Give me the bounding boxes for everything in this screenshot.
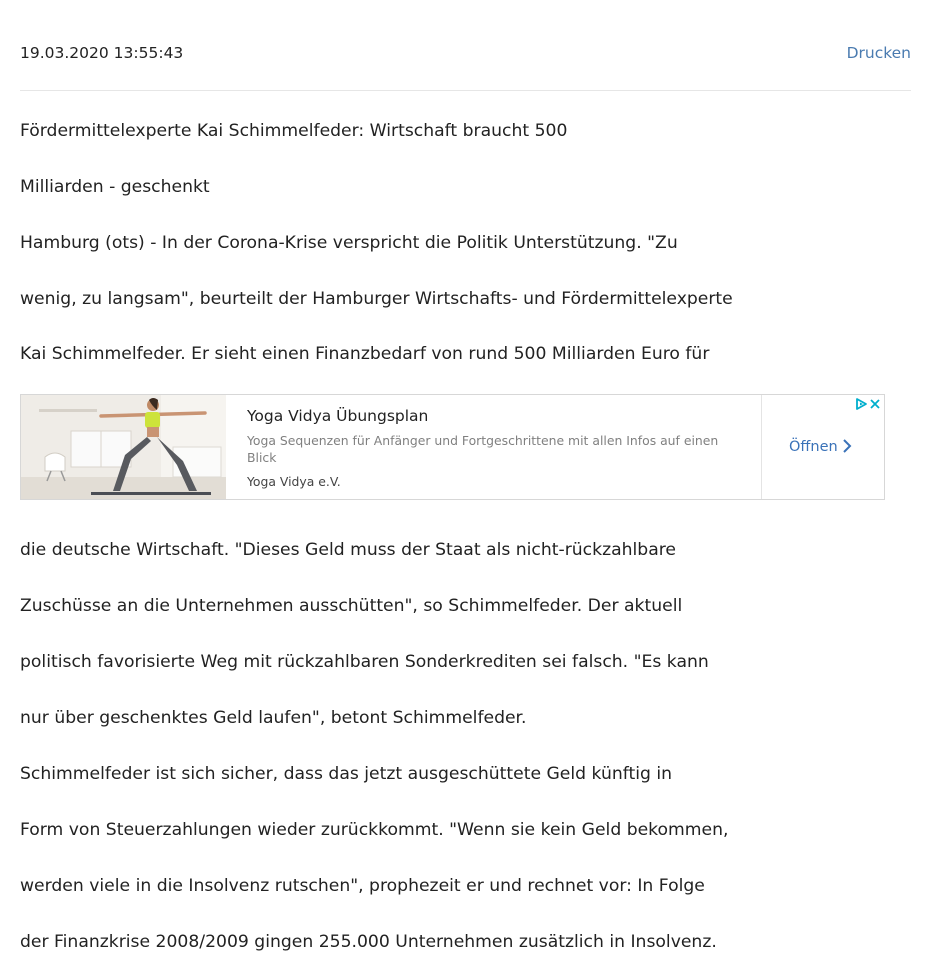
article-headline-line: Fördermittelexperte Kai Schimmelfeder: Wirtschaft braucht 500 (20, 121, 568, 141)
article-text-line: nur über geschenktes Geld laufen", betont Schimmelfeder. (20, 708, 527, 728)
article-text-line: Form von Steuerzahlungen wieder zurückkommt. "Wenn sie kein Geld bekommen, (20, 820, 729, 840)
article-text-line: wenig, zu langsam", beurteilt der Hamburger Wirtschafts- und Fördermittelexperte (20, 289, 733, 309)
article-text-line: die deutsche Wirtschaft. "Dieses Geld muss der Staat als nicht-rückzahlbare (20, 540, 677, 560)
article-text-line: Zuschüsse an die Unternehmen ausschütten", so Schimmelfeder. Der aktuell (20, 596, 683, 616)
chevron-right-icon (842, 438, 852, 454)
ad-image[interactable] (21, 395, 226, 499)
ad-title[interactable]: Yoga Vidya Übungsplan (247, 407, 429, 425)
ad-divider (761, 395, 762, 499)
print-link[interactable]: Drucken (846, 44, 911, 62)
ad-open-label: Öffnen (789, 439, 838, 455)
article-text-line: der Finanzkrise 2008/2009 gingen 255.000 Unternehmen zusätzlich in Insolvenz. (20, 932, 717, 952)
article-text-line: werden viele in die Insolvenz rutschen", prophezeit er und rechnet vor: In Folge (20, 876, 705, 896)
publish-date: 19.03.2020 13:55:43 (20, 44, 184, 62)
ad-description[interactable]: Yoga Sequenzen für Anfänger und Fortgeschrittene mit allen Infos auf einen Blick (247, 433, 719, 465)
ad-source[interactable]: Yoga Vidya e.V. (247, 474, 341, 489)
article-text-line: Kai Schimmelfeder. Er sieht einen Finanzbedarf von rund 500 Milliarden Euro für (20, 344, 710, 364)
yoga-pose-image (21, 395, 226, 499)
article-headline-line: Milliarden - geschenkt (20, 177, 210, 197)
close-icon[interactable] (868, 397, 882, 411)
ad-open-button[interactable] (789, 438, 852, 455)
article-header (20, 0, 911, 91)
advertisement-banner[interactable] (20, 394, 885, 500)
article-text-line: politisch favorisierte Weg mit rückzahlbaren Sonderkrediten sei falsch. "Es kann (20, 652, 709, 672)
article-text-line: Hamburg (ots) - In der Corona-Krise verspricht die Politik Unterstützung. "Zu (20, 233, 678, 253)
adchoices-icon[interactable] (854, 397, 868, 411)
article-text-line: Schimmelfeder ist sich sicher, dass das jetzt ausgeschüttete Geld künftig in (20, 764, 673, 784)
